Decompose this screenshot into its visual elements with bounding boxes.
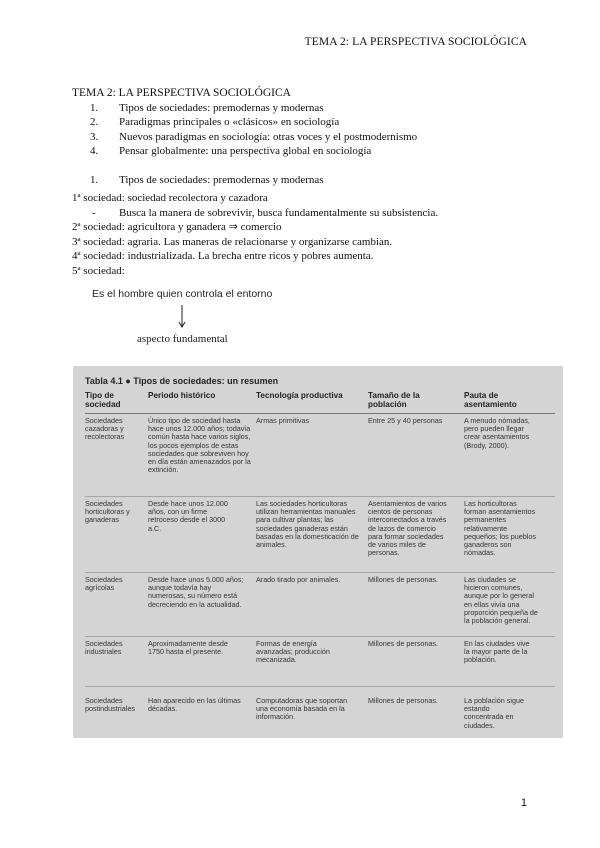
running-header: TEMA 2: LA PERSPECTIVA SOCIOLÓGICA [304, 36, 527, 48]
table-row: Sociedades postindustriales Han aparecido en las últimas décadas. Computadoras que soportan una economía basada en la información. Millones de personas. La población sigue estando concentrada en ciudades. [85, 696, 524, 730]
outline-item: 1. Tipos de sociedades: premodernas y modernas [90, 101, 324, 114]
header-population: Tamaño de la población [368, 391, 420, 409]
society-list [72, 191, 552, 279]
header-type: Tipo de sociedad [85, 391, 121, 409]
header-period: Periodo histórico [148, 391, 216, 400]
handwritten-note-aspect: aspecto fundamental [137, 333, 228, 345]
page-number: 1 [520, 797, 527, 809]
society-1-point: - Busca la manera de sobrevivir, busca fundamentalmente su subsistencia. [92, 206, 439, 219]
table-header [85, 389, 555, 414]
document-title: TEMA 2: LA PERSPECTIVA SOCIOLÓGICA [72, 87, 291, 99]
topic-outline [72, 101, 532, 159]
table-row: Sociedades industriales Aproximadamente desde 1750 hasta el presente. Formas de energía avanzadas; producción mecanizada. Millones de personas. En las ciudades vive la mayor parte de la población. [85, 637, 555, 687]
table-row: Sociedades agrícolas Desde hace unos 5.000 años; aunque todavía hay numerosas, su número está decreciendo en la actualidad. Arado tirado por animales. Millones de personas. Las ciudades se hicieron comunes, aunque por lo general en ellas vivía una proporción pequeña de la población general. [85, 573, 555, 637]
society-5: 5ª sociedad: [72, 264, 125, 277]
table-row: Sociedades cazadoras y recolectoras Único tipo de sociedad hasta hace unos 12.000 años; todavía común hasta hace varios siglos, los pocos ejemplos de estas sociedades que sobreviven hoy en día están amenazados por la extinción. Armas primitivas Entre 25 y 40 personas A menudo nómadas, pero pueden llegar crear asentamientos (Brody, 2000). [85, 414, 555, 497]
outline-item: 3. Nuevos paradigmas en sociología: otras voces y el postmodernismo [90, 130, 418, 143]
outline-item: 2. Paradigmas principales o «clásicos» en sociología [90, 116, 340, 129]
handwritten-note-control: Es el hombre quien controla el entorno [92, 288, 273, 300]
outline-item: 4. Pensar globalmente: una perspectiva global en sociología [90, 145, 372, 158]
table-continuation [73, 694, 563, 738]
header-technology: Tecnología productiva [256, 391, 343, 400]
document-body [72, 86, 532, 188]
section-heading: 1. Tipos de sociedades: premodernas y modernas [90, 173, 324, 186]
society-3: 3ª sociedad: agraria. Las maneras de relacionarse y organizarse cambian. [72, 235, 393, 248]
society-4: 4ª sociedad: industrializada. La brecha entre ricos y pobres aumenta. [72, 250, 374, 263]
table-caption: Tabla 4.1 ● Tipos de sociedades: un resumen [85, 376, 279, 386]
society-1: 1ª sociedad: sociedad recolectora y cazadora [72, 192, 268, 204]
societies-summary-table [73, 366, 563, 694]
arrow-down-icon [178, 305, 186, 329]
society-2: 2ª sociedad: agricultora y ganadera ⇒ comercio [72, 221, 282, 234]
table-row: Sociedades horticultoras y ganaderas Desde hace unos 12.000 años, con un firme retroceso desde el 3000 a.C. Las sociedades horticultoras utilizan herramientas manuales para cultivar plantas; las sociedades ganaderas están basadas en la domesticación de animales. Asentamientos de varios cientos de personas interconectados a través de lazos de comercio para formar sociedades de varios miles de personas. Las horticultoras forman asentamientos permanentes relativamente pequeños; los pueblos ganaderos son nómadas. [85, 497, 555, 573]
header-settlement: Pauta de asentamiento [464, 391, 517, 409]
